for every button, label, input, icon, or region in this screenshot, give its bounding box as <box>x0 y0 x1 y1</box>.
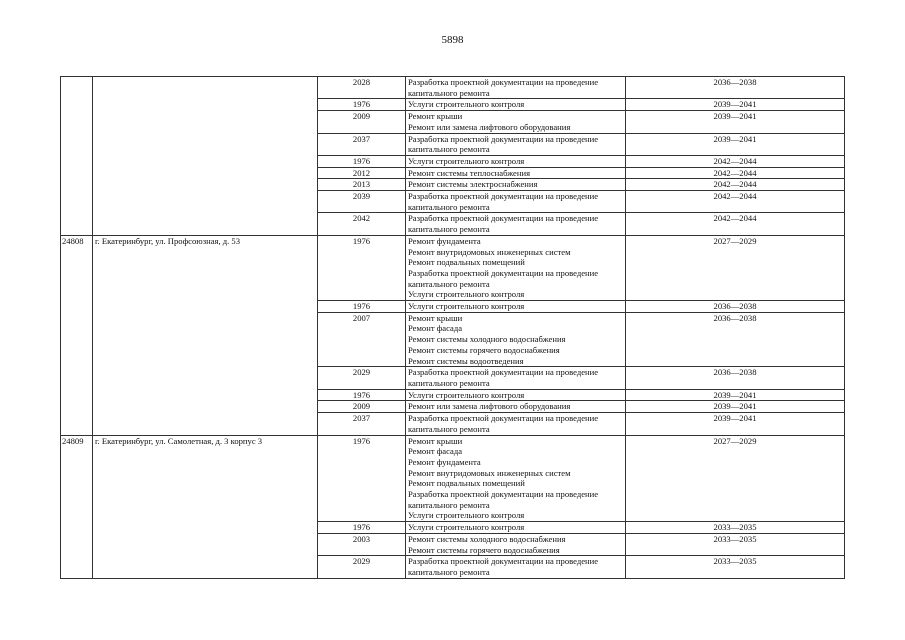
year-cell: 1976 <box>318 435 406 522</box>
works-cell <box>406 413 626 435</box>
year-cell: 1976 <box>318 99 406 111</box>
period-cell: 2042—2044 <box>626 213 845 235</box>
period-cell: 2039—2041 <box>626 133 845 155</box>
works-cell <box>406 179 626 191</box>
year-cell: 1976 <box>318 389 406 401</box>
building-code-cell: 24808 <box>61 235 93 435</box>
table-row <box>61 77 845 99</box>
year-cell: 2029 <box>318 556 406 578</box>
work-item: Разработка проектной документации на проведение капитального ремонта <box>408 556 599 577</box>
work-item: Ремонт фундамента <box>408 235 481 246</box>
capital-repair-table <box>60 76 845 579</box>
work-item: Разработка проектной документации на проведение капитального ремонта <box>408 367 599 388</box>
work-item: Ремонт или замена лифтового оборудования <box>408 401 571 412</box>
works-cell <box>406 77 626 99</box>
work-item: Ремонт системы теплоснабжения <box>408 167 531 178</box>
work-item: Ремонт крыши <box>408 435 463 446</box>
work-item: Ремонт системы холодного водоснабжения <box>408 334 566 345</box>
building-code-cell <box>61 77 93 236</box>
period-cell: 2036—2038 <box>626 77 845 99</box>
period-cell: 2039—2041 <box>626 111 845 133</box>
works-cell <box>406 389 626 401</box>
period-cell: 2042—2044 <box>626 179 845 191</box>
works-cell <box>406 111 626 133</box>
work-item: Разработка проектной документации на проведение капитального ремонта <box>408 213 599 235</box>
year-cell: 2029 <box>318 367 406 389</box>
year-cell: 2039 <box>318 191 406 213</box>
period-cell: 2033—2035 <box>626 522 845 534</box>
work-item: Ремонт внутридомовых инженерных систем <box>408 246 571 257</box>
works-cell <box>406 167 626 179</box>
work-item: Услуги строительного контроля <box>408 155 525 166</box>
year-cell: 2009 <box>318 401 406 413</box>
year-cell: 2013 <box>318 179 406 191</box>
work-item: Услуги строительного контроля <box>408 522 525 533</box>
works-cell <box>406 191 626 213</box>
year-cell: 2037 <box>318 413 406 435</box>
works-cell <box>406 533 626 555</box>
period-cell: 2033—2035 <box>626 533 845 555</box>
works-cell <box>406 213 626 235</box>
year-cell: 2042 <box>318 213 406 235</box>
period-cell: 2042—2044 <box>626 191 845 213</box>
works-cell <box>406 401 626 413</box>
work-item: Ремонт фасада <box>408 446 463 457</box>
works-cell <box>406 133 626 155</box>
table-row <box>61 235 845 300</box>
year-cell: 2003 <box>318 533 406 555</box>
work-item: Ремонт системы водоотведения <box>408 355 524 366</box>
period-cell: 2042—2044 <box>626 167 845 179</box>
period-cell: 2039—2041 <box>626 401 845 413</box>
period-cell: 2027—2029 <box>626 235 845 300</box>
year-cell: 1976 <box>318 522 406 534</box>
work-item: Услуги строительного контроля <box>408 389 525 400</box>
period-cell: 2042—2044 <box>626 155 845 167</box>
period-cell: 2036—2038 <box>626 367 845 389</box>
work-item: Ремонт крыши <box>408 111 463 122</box>
period-cell: 2036—2038 <box>626 312 845 367</box>
works-cell <box>406 435 626 522</box>
work-item: Разработка проектной документации на проведение капитального ремонта <box>408 267 599 289</box>
work-item: Услуги строительного контроля <box>408 99 525 110</box>
building-address-cell <box>93 77 318 236</box>
year-cell: 1976 <box>318 301 406 313</box>
works-cell <box>406 556 626 578</box>
work-item: Услуги строительного контроля <box>408 510 525 521</box>
year-cell: 2012 <box>318 167 406 179</box>
work-item: Ремонт фасада <box>408 323 463 334</box>
building-address-cell: г. Екатеринбург, ул. Самолетная, д. 3 корпус 3 <box>93 435 318 578</box>
works-cell <box>406 312 626 367</box>
works-cell <box>406 99 626 111</box>
period-cell: 2039—2041 <box>626 389 845 401</box>
work-item: Услуги строительного контроля <box>408 301 525 312</box>
work-item: Ремонт крыши <box>408 312 463 323</box>
year-cell: 1976 <box>318 155 406 167</box>
period-cell: 2036—2038 <box>626 301 845 313</box>
building-code-cell: 24809 <box>61 435 93 578</box>
work-item: Ремонт системы горячего водоснабжения <box>408 344 560 355</box>
work-item: Разработка проектной документации на проведение капитального ремонта <box>408 489 599 510</box>
work-item: Ремонт фундамента <box>408 456 481 467</box>
work-item: Ремонт системы холодного водоснабжения <box>408 533 566 544</box>
work-item: Ремонт системы горячего водоснабжения <box>408 544 560 555</box>
work-item: Разработка проектной документации на проведение капитального ремонта <box>408 413 599 434</box>
table-row <box>61 435 845 522</box>
work-item: Разработка проектной документации на проведение капитального ремонта <box>408 77 599 98</box>
work-item: Ремонт подвальных помещений <box>408 257 525 268</box>
work-item: Услуги строительного контроля <box>408 289 525 300</box>
work-item: Разработка проектной документации на проведение капитального ремонта <box>408 133 599 155</box>
year-cell: 2037 <box>318 133 406 155</box>
year-cell: 1976 <box>318 235 406 300</box>
works-cell <box>406 301 626 313</box>
works-cell <box>406 235 626 300</box>
period-cell: 2039—2041 <box>626 413 845 435</box>
period-cell: 2039—2041 <box>626 99 845 111</box>
works-cell <box>406 367 626 389</box>
period-cell: 2027—2029 <box>626 435 845 522</box>
works-cell <box>406 155 626 167</box>
page-number: 5898 <box>441 34 464 46</box>
year-cell: 2009 <box>318 111 406 133</box>
table-body <box>61 77 845 579</box>
work-item: Ремонт внутридомовых инженерных систем <box>408 467 571 478</box>
building-address-cell: г. Екатеринбург, ул. Профсоюзная, д. 53 <box>93 235 318 435</box>
work-item: Ремонт или замена лифтового оборудования <box>408 121 571 132</box>
period-cell: 2033—2035 <box>626 556 845 578</box>
work-item: Ремонт подвальных помещений <box>408 478 525 489</box>
year-cell: 2028 <box>318 77 406 99</box>
work-item: Ремонт системы электроснабжения <box>408 179 538 190</box>
year-cell: 2007 <box>318 312 406 367</box>
works-cell <box>406 522 626 534</box>
work-item: Разработка проектной документации на проведение капитального ремонта <box>408 191 599 212</box>
